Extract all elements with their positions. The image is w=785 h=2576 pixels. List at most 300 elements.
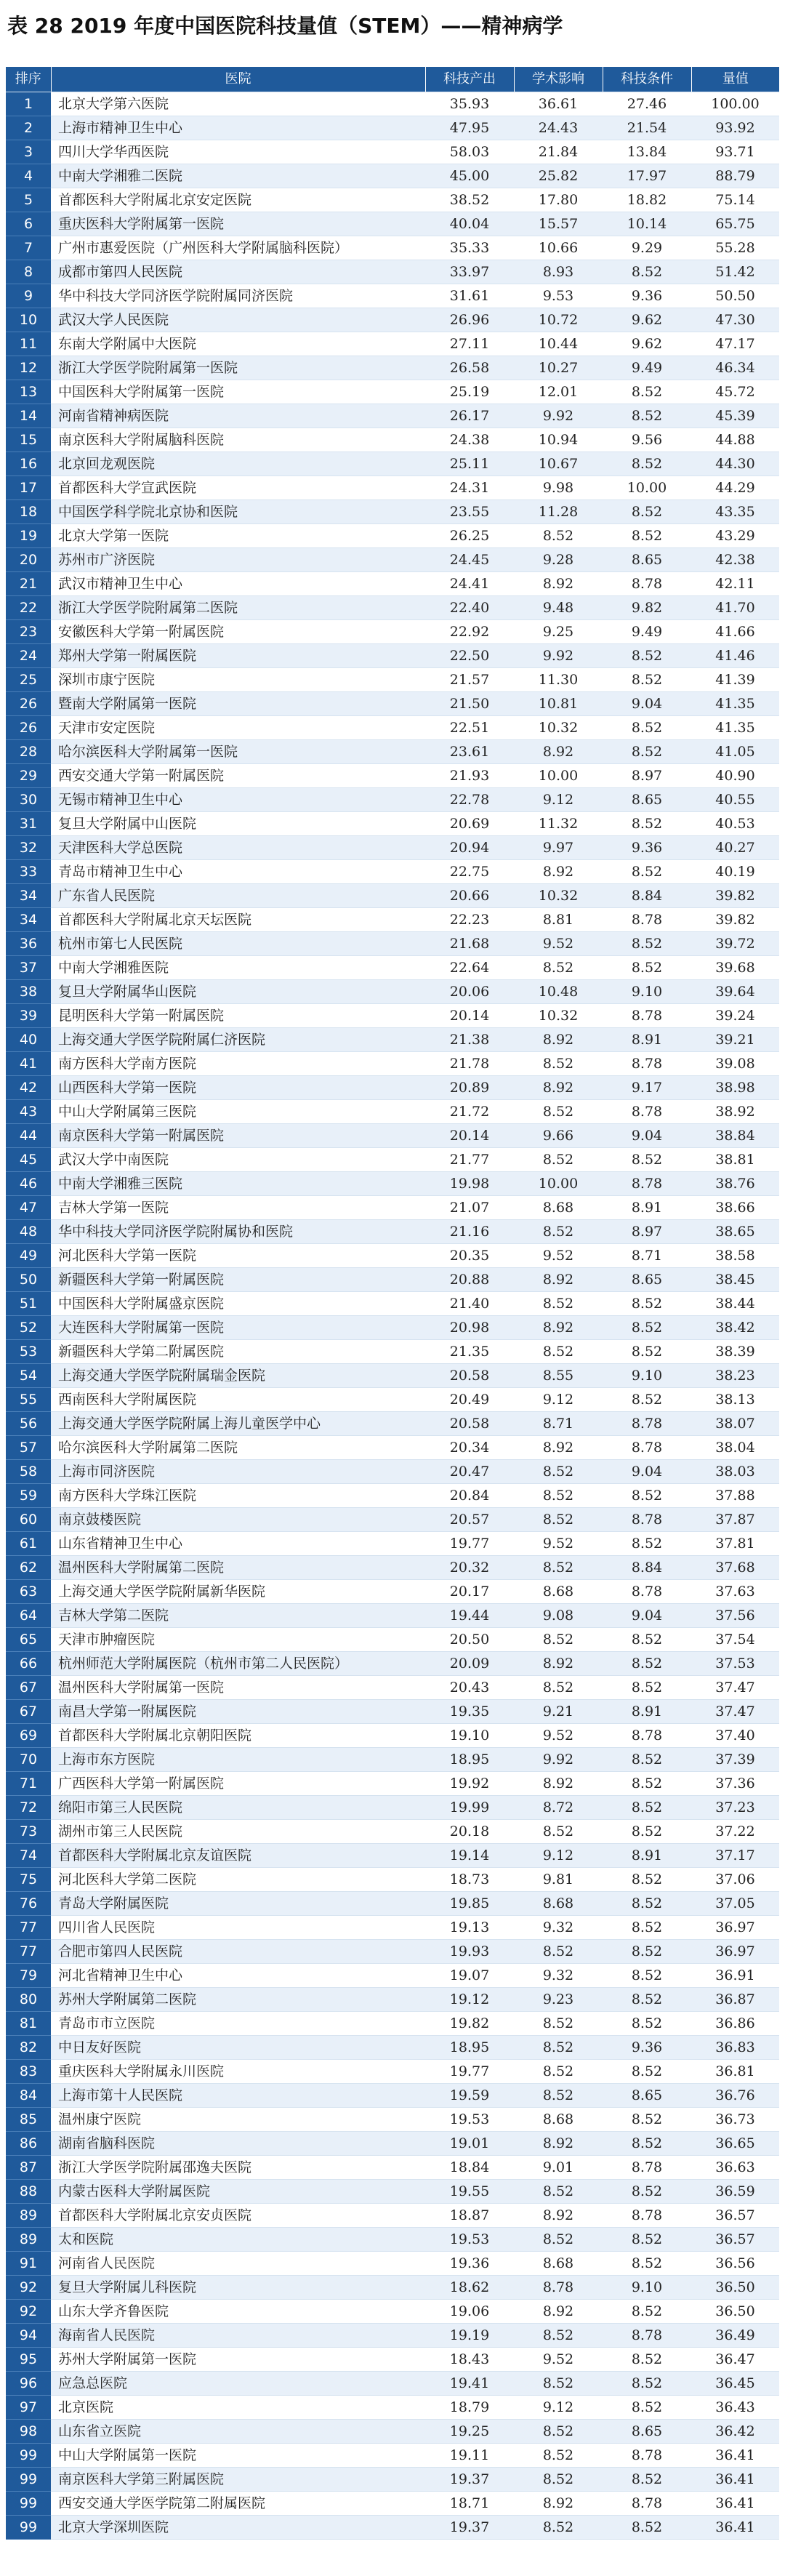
score-cell: 36.97 (691, 1916, 779, 1940)
impact-cell: 8.92 (514, 2300, 603, 2324)
rank-cell: 1 (6, 92, 51, 116)
impact-cell: 10.94 (514, 428, 603, 452)
table-row (6, 140, 779, 164)
impact-cell: 11.32 (514, 812, 603, 836)
output-cell: 21.93 (425, 764, 514, 788)
hospital-name-cell: 内蒙古医科大学附属医院 (51, 2180, 425, 2204)
impact-cell: 8.92 (514, 1028, 603, 1052)
hospital-name-cell: 北京医院 (51, 2396, 425, 2420)
rank-cell: 73 (6, 1820, 51, 1844)
score-cell: 44.30 (691, 452, 779, 476)
hospital-name-cell: 首都医科大学附属北京友谊医院 (51, 1844, 425, 1868)
impact-cell: 10.00 (514, 1172, 603, 1196)
impact-cell: 8.52 (514, 1484, 603, 1508)
rank-cell: 69 (6, 1724, 51, 1748)
table-row (6, 1052, 779, 1076)
rank-cell: 34 (6, 884, 51, 908)
score-cell: 41.66 (691, 620, 779, 644)
table-row (6, 908, 779, 932)
table-row (6, 1772, 779, 1796)
output-cell: 18.87 (425, 2204, 514, 2228)
table-row (6, 1124, 779, 1148)
rank-cell: 39 (6, 1004, 51, 1028)
score-cell: 93.92 (691, 116, 779, 140)
score-cell: 38.03 (691, 1460, 779, 1484)
output-cell: 20.88 (425, 1268, 514, 1292)
table-row (6, 1652, 779, 1676)
impact-cell: 10.32 (514, 1004, 603, 1028)
score-cell: 36.73 (691, 2108, 779, 2132)
conditions-cell: 9.10 (603, 1364, 691, 1388)
conditions-cell: 9.04 (603, 1460, 691, 1484)
conditions-cell: 8.52 (603, 2372, 691, 2396)
conditions-cell: 8.52 (603, 1748, 691, 1772)
impact-cell: 8.52 (514, 524, 603, 548)
score-cell: 40.90 (691, 764, 779, 788)
score-cell: 75.14 (691, 188, 779, 212)
score-cell: 41.35 (691, 716, 779, 740)
impact-cell: 15.57 (514, 212, 603, 236)
rank-cell: 99 (6, 2468, 51, 2492)
table-row (6, 2108, 779, 2132)
hospital-name-cell: 南京医科大学附属脑科医院 (51, 428, 425, 452)
col-header-impact: 学术影响 (514, 67, 603, 92)
conditions-cell: 8.52 (603, 1628, 691, 1652)
impact-cell: 8.71 (514, 1412, 603, 1436)
col-header-conditions: 科技条件 (603, 67, 691, 92)
output-cell: 20.50 (425, 1628, 514, 1652)
rank-cell: 94 (6, 2324, 51, 2348)
impact-cell: 8.92 (514, 2204, 603, 2228)
score-cell: 45.72 (691, 380, 779, 404)
table-title: 表 28 2019 年度中国医院科技量值（STEM）——精神病学 (7, 14, 563, 38)
conditions-cell: 8.71 (603, 1244, 691, 1268)
score-cell: 36.81 (691, 2060, 779, 2084)
impact-cell: 8.72 (514, 1796, 603, 1820)
hospital-name-cell: 苏州大学附属第一医院 (51, 2348, 425, 2372)
hospital-name-cell: 湖南省脑科医院 (51, 2132, 425, 2156)
output-cell: 26.96 (425, 308, 514, 332)
conditions-cell: 8.52 (603, 1340, 691, 1364)
score-cell: 37.54 (691, 1628, 779, 1652)
table-row (6, 1820, 779, 1844)
rank-cell: 11 (6, 332, 51, 356)
score-cell: 37.47 (691, 1676, 779, 1700)
conditions-cell: 9.49 (603, 620, 691, 644)
rank-cell: 62 (6, 1556, 51, 1580)
score-cell: 36.65 (691, 2132, 779, 2156)
rank-cell: 75 (6, 1868, 51, 1892)
table-row (6, 1268, 779, 1292)
score-cell: 38.23 (691, 1364, 779, 1388)
conditions-cell: 8.52 (603, 2012, 691, 2036)
conditions-cell: 8.52 (603, 644, 691, 668)
output-cell: 23.55 (425, 500, 514, 524)
score-cell: 44.29 (691, 476, 779, 500)
rank-cell: 2 (6, 116, 51, 140)
table-row (6, 812, 779, 836)
rank-cell: 8 (6, 260, 51, 284)
table-row (6, 1724, 779, 1748)
impact-cell: 8.52 (514, 2468, 603, 2492)
impact-cell: 10.32 (514, 716, 603, 740)
score-cell: 51.42 (691, 260, 779, 284)
score-cell: 55.28 (691, 236, 779, 260)
impact-cell: 9.32 (514, 1916, 603, 1940)
impact-cell: 9.32 (514, 1964, 603, 1988)
table-row (6, 164, 779, 188)
rank-cell: 22 (6, 596, 51, 620)
col-header-score: 量值 (691, 67, 779, 92)
score-cell: 38.42 (691, 1316, 779, 1340)
impact-cell: 8.68 (514, 2108, 603, 2132)
table-row (6, 1028, 779, 1052)
output-cell: 20.14 (425, 1124, 514, 1148)
impact-cell: 8.52 (514, 1556, 603, 1580)
output-cell: 22.50 (425, 644, 514, 668)
impact-cell: 8.68 (514, 1892, 603, 1916)
output-cell: 21.40 (425, 1292, 514, 1316)
hospital-name-cell: 天津市安定医院 (51, 716, 425, 740)
score-cell: 45.39 (691, 404, 779, 428)
rank-cell: 38 (6, 980, 51, 1004)
impact-cell: 9.92 (514, 1748, 603, 1772)
hospital-name-cell: 天津医科大学总医院 (51, 836, 425, 860)
impact-cell: 10.66 (514, 236, 603, 260)
conditions-cell: 8.52 (603, 380, 691, 404)
score-cell: 41.05 (691, 740, 779, 764)
impact-cell: 8.55 (514, 1364, 603, 1388)
output-cell: 21.78 (425, 1052, 514, 1076)
rank-cell: 59 (6, 1484, 51, 1508)
table-row (6, 596, 779, 620)
hospital-name-cell: 中南大学湘雅三医院 (51, 1172, 425, 1196)
conditions-cell: 8.52 (603, 956, 691, 980)
table-row (6, 740, 779, 764)
conditions-cell: 8.52 (603, 1532, 691, 1556)
table-row (6, 188, 779, 212)
impact-cell: 10.44 (514, 332, 603, 356)
rank-cell: 60 (6, 1508, 51, 1532)
table-row (6, 356, 779, 380)
hospital-name-cell: 中国医学科学院北京协和医院 (51, 500, 425, 524)
impact-cell: 10.67 (514, 452, 603, 476)
conditions-cell: 9.36 (603, 836, 691, 860)
conditions-cell: 8.52 (603, 1388, 691, 1412)
impact-cell: 10.48 (514, 980, 603, 1004)
conditions-cell: 18.82 (603, 188, 691, 212)
conditions-cell: 9.36 (603, 2036, 691, 2060)
impact-cell: 8.52 (514, 956, 603, 980)
table-row (6, 2060, 779, 2084)
hospital-name-cell: 中日友好医院 (51, 2036, 425, 2060)
rank-cell: 91 (6, 2252, 51, 2276)
conditions-cell: 8.52 (603, 2396, 691, 2420)
impact-cell: 24.43 (514, 116, 603, 140)
conditions-cell: 8.52 (603, 1964, 691, 1988)
score-cell: 38.76 (691, 1172, 779, 1196)
table-row (6, 2276, 779, 2300)
rank-cell: 72 (6, 1796, 51, 1820)
output-cell: 21.16 (425, 1220, 514, 1244)
rank-cell: 48 (6, 1220, 51, 1244)
impact-cell: 10.81 (514, 692, 603, 716)
score-cell: 36.41 (691, 2516, 779, 2540)
hospital-name-cell: 首都医科大学附属北京天坛医院 (51, 908, 425, 932)
conditions-cell: 8.52 (603, 2228, 691, 2252)
impact-cell: 9.48 (514, 596, 603, 620)
table-row (6, 956, 779, 980)
impact-cell: 8.92 (514, 1436, 603, 1460)
ranking-table (6, 67, 779, 2540)
impact-cell: 8.52 (514, 2036, 603, 2060)
rank-cell: 19 (6, 524, 51, 548)
hospital-name-cell: 海南省人民医院 (51, 2324, 425, 2348)
rank-cell: 49 (6, 1244, 51, 1268)
table-row (6, 428, 779, 452)
rank-cell: 58 (6, 1460, 51, 1484)
rank-cell: 99 (6, 2444, 51, 2468)
output-cell: 20.57 (425, 1508, 514, 1532)
conditions-cell: 9.04 (603, 1604, 691, 1628)
conditions-cell: 8.78 (603, 2324, 691, 2348)
impact-cell: 9.53 (514, 284, 603, 308)
conditions-cell: 8.52 (603, 2108, 691, 2132)
conditions-cell: 8.91 (603, 1196, 691, 1220)
conditions-cell: 8.78 (603, 2204, 691, 2228)
output-cell: 21.50 (425, 692, 514, 716)
rank-cell: 92 (6, 2276, 51, 2300)
score-cell: 39.82 (691, 908, 779, 932)
score-cell: 37.68 (691, 1556, 779, 1580)
hospital-name-cell: 南方医科大学珠江医院 (51, 1484, 425, 1508)
output-cell: 19.01 (425, 2132, 514, 2156)
impact-cell: 9.52 (514, 1532, 603, 1556)
rank-cell: 88 (6, 2180, 51, 2204)
hospital-name-cell: 哈尔滨医科大学附属第二医院 (51, 1436, 425, 1460)
conditions-cell: 8.52 (603, 452, 691, 476)
hospital-name-cell: 南京医科大学第三附属医院 (51, 2468, 425, 2492)
rank-cell: 84 (6, 2084, 51, 2108)
output-cell: 22.75 (425, 860, 514, 884)
hospital-name-cell: 安徽医科大学第一附属医院 (51, 620, 425, 644)
output-cell: 22.92 (425, 620, 514, 644)
table-row (6, 620, 779, 644)
impact-cell: 8.52 (514, 2012, 603, 2036)
table-row (6, 1148, 779, 1172)
output-cell: 19.41 (425, 2372, 514, 2396)
score-cell: 37.87 (691, 1508, 779, 1532)
output-cell: 19.19 (425, 2324, 514, 2348)
col-header-hospital: 医院 (51, 67, 425, 92)
impact-cell: 8.52 (514, 2180, 603, 2204)
conditions-cell: 8.52 (603, 2468, 691, 2492)
hospital-name-cell: 苏州市广济医院 (51, 548, 425, 572)
rank-cell: 21 (6, 572, 51, 596)
hospital-name-cell: 杭州师范大学附属医院（杭州市第二人民医院） (51, 1652, 425, 1676)
hospital-name-cell: 北京大学深圳医院 (51, 2516, 425, 2540)
score-cell: 36.97 (691, 1940, 779, 1964)
impact-cell: 8.52 (514, 1220, 603, 1244)
hospital-name-cell: 南京医科大学第一附属医院 (51, 1124, 425, 1148)
hospital-name-cell: 东南大学附属中大医院 (51, 332, 425, 356)
hospital-name-cell: 温州医科大学附属第二医院 (51, 1556, 425, 1580)
impact-cell: 8.52 (514, 2228, 603, 2252)
conditions-cell: 8.78 (603, 908, 691, 932)
rank-cell: 3 (6, 140, 51, 164)
output-cell: 21.38 (425, 1028, 514, 1052)
score-cell: 36.83 (691, 2036, 779, 2060)
conditions-cell: 8.65 (603, 1268, 691, 1292)
rank-cell: 13 (6, 380, 51, 404)
conditions-cell: 8.52 (603, 2252, 691, 2276)
rank-cell: 46 (6, 1172, 51, 1196)
conditions-cell: 27.46 (603, 92, 691, 116)
conditions-cell: 8.78 (603, 1052, 691, 1076)
impact-cell: 8.92 (514, 1268, 603, 1292)
output-cell: 19.98 (425, 1172, 514, 1196)
conditions-cell: 9.17 (603, 1076, 691, 1100)
rank-cell: 56 (6, 1412, 51, 1436)
score-cell: 36.50 (691, 2276, 779, 2300)
score-cell: 36.50 (691, 2300, 779, 2324)
score-cell: 38.81 (691, 1148, 779, 1172)
score-cell: 36.45 (691, 2372, 779, 2396)
hospital-name-cell: 复旦大学附属儿科医院 (51, 2276, 425, 2300)
impact-cell: 9.52 (514, 1244, 603, 1268)
table-row (6, 2420, 779, 2444)
output-cell: 19.13 (425, 1916, 514, 1940)
score-cell: 40.19 (691, 860, 779, 884)
conditions-cell: 8.52 (603, 260, 691, 284)
impact-cell: 8.52 (514, 1340, 603, 1364)
output-cell: 20.94 (425, 836, 514, 860)
table-row (6, 2204, 779, 2228)
score-cell: 38.66 (691, 1196, 779, 1220)
impact-cell: 8.52 (514, 1628, 603, 1652)
score-cell: 93.71 (691, 140, 779, 164)
rank-cell: 97 (6, 2396, 51, 2420)
conditions-cell: 8.65 (603, 2420, 691, 2444)
table-body (6, 92, 779, 2540)
impact-cell: 8.52 (514, 1940, 603, 1964)
hospital-name-cell: 复旦大学附属华山医院 (51, 980, 425, 1004)
impact-cell: 9.52 (514, 932, 603, 956)
hospital-name-cell: 武汉大学中南医院 (51, 1148, 425, 1172)
table-row (6, 1460, 779, 1484)
table-row (6, 1436, 779, 1460)
hospital-name-cell: 北京回龙观医院 (51, 452, 425, 476)
table-row (6, 1532, 779, 1556)
score-cell: 47.30 (691, 308, 779, 332)
table-row (6, 2228, 779, 2252)
impact-cell: 8.52 (514, 1100, 603, 1124)
rank-cell: 99 (6, 2492, 51, 2516)
hospital-name-cell: 青岛市精神卫生中心 (51, 860, 425, 884)
impact-cell: 8.92 (514, 740, 603, 764)
hospital-name-cell: 昆明医科大学第一附属医院 (51, 1004, 425, 1028)
rank-cell: 23 (6, 620, 51, 644)
table-row (6, 92, 779, 116)
impact-cell: 21.84 (514, 140, 603, 164)
table-row (6, 308, 779, 332)
conditions-cell: 8.78 (603, 1580, 691, 1604)
hospital-name-cell: 温州医科大学附属第一医院 (51, 1676, 425, 1700)
rank-cell: 96 (6, 2372, 51, 2396)
conditions-cell: 8.78 (603, 1172, 691, 1196)
output-cell: 20.18 (425, 1820, 514, 1844)
table-row (6, 2084, 779, 2108)
impact-cell: 8.52 (514, 1508, 603, 1532)
score-cell: 36.59 (691, 2180, 779, 2204)
score-cell: 41.70 (691, 596, 779, 620)
conditions-cell: 8.52 (603, 1148, 691, 1172)
hospital-name-cell: 吉林大学第一医院 (51, 1196, 425, 1220)
rank-cell: 57 (6, 1436, 51, 1460)
score-cell: 36.47 (691, 2348, 779, 2372)
output-cell: 45.00 (425, 164, 514, 188)
conditions-cell: 8.52 (603, 2180, 691, 2204)
score-cell: 37.56 (691, 1604, 779, 1628)
rank-cell: 99 (6, 2516, 51, 2540)
table-row (6, 2324, 779, 2348)
table-row (6, 884, 779, 908)
hospital-name-cell: 合肥市第四人民医院 (51, 1940, 425, 1964)
conditions-cell: 8.52 (603, 2060, 691, 2084)
conditions-cell: 8.78 (603, 1508, 691, 1532)
table-row (6, 716, 779, 740)
conditions-cell: 8.52 (603, 2300, 691, 2324)
impact-cell: 12.01 (514, 380, 603, 404)
rank-cell: 61 (6, 1532, 51, 1556)
impact-cell: 8.52 (514, 1052, 603, 1076)
output-cell: 19.55 (425, 2180, 514, 2204)
table-row (6, 1940, 779, 1964)
output-cell: 58.03 (425, 140, 514, 164)
hospital-name-cell: 首都医科大学附属北京朝阳医院 (51, 1724, 425, 1748)
conditions-cell: 17.97 (603, 164, 691, 188)
rank-cell: 82 (6, 2036, 51, 2060)
score-cell: 41.35 (691, 692, 779, 716)
impact-cell: 10.72 (514, 308, 603, 332)
rank-cell: 15 (6, 428, 51, 452)
impact-cell: 8.68 (514, 1580, 603, 1604)
impact-cell: 8.52 (514, 2060, 603, 2084)
score-cell: 37.36 (691, 1772, 779, 1796)
hospital-name-cell: 绵阳市第三人民医院 (51, 1796, 425, 1820)
rank-cell: 92 (6, 2300, 51, 2324)
table-row (6, 1556, 779, 1580)
table-row (6, 2180, 779, 2204)
output-cell: 20.66 (425, 884, 514, 908)
impact-cell: 8.92 (514, 1652, 603, 1676)
score-cell: 36.57 (691, 2228, 779, 2252)
output-cell: 19.36 (425, 2252, 514, 2276)
conditions-cell: 8.84 (603, 1556, 691, 1580)
output-cell: 35.93 (425, 92, 514, 116)
conditions-cell: 8.78 (603, 1724, 691, 1748)
impact-cell: 10.32 (514, 884, 603, 908)
header-row (6, 67, 779, 92)
col-header-output: 科技产出 (425, 67, 514, 92)
rank-cell: 76 (6, 1892, 51, 1916)
table-row (6, 788, 779, 812)
hospital-name-cell: 太和医院 (51, 2228, 425, 2252)
table-row (6, 1796, 779, 1820)
rank-cell: 41 (6, 1052, 51, 1076)
score-cell: 37.63 (691, 1580, 779, 1604)
impact-cell: 8.52 (514, 1148, 603, 1172)
